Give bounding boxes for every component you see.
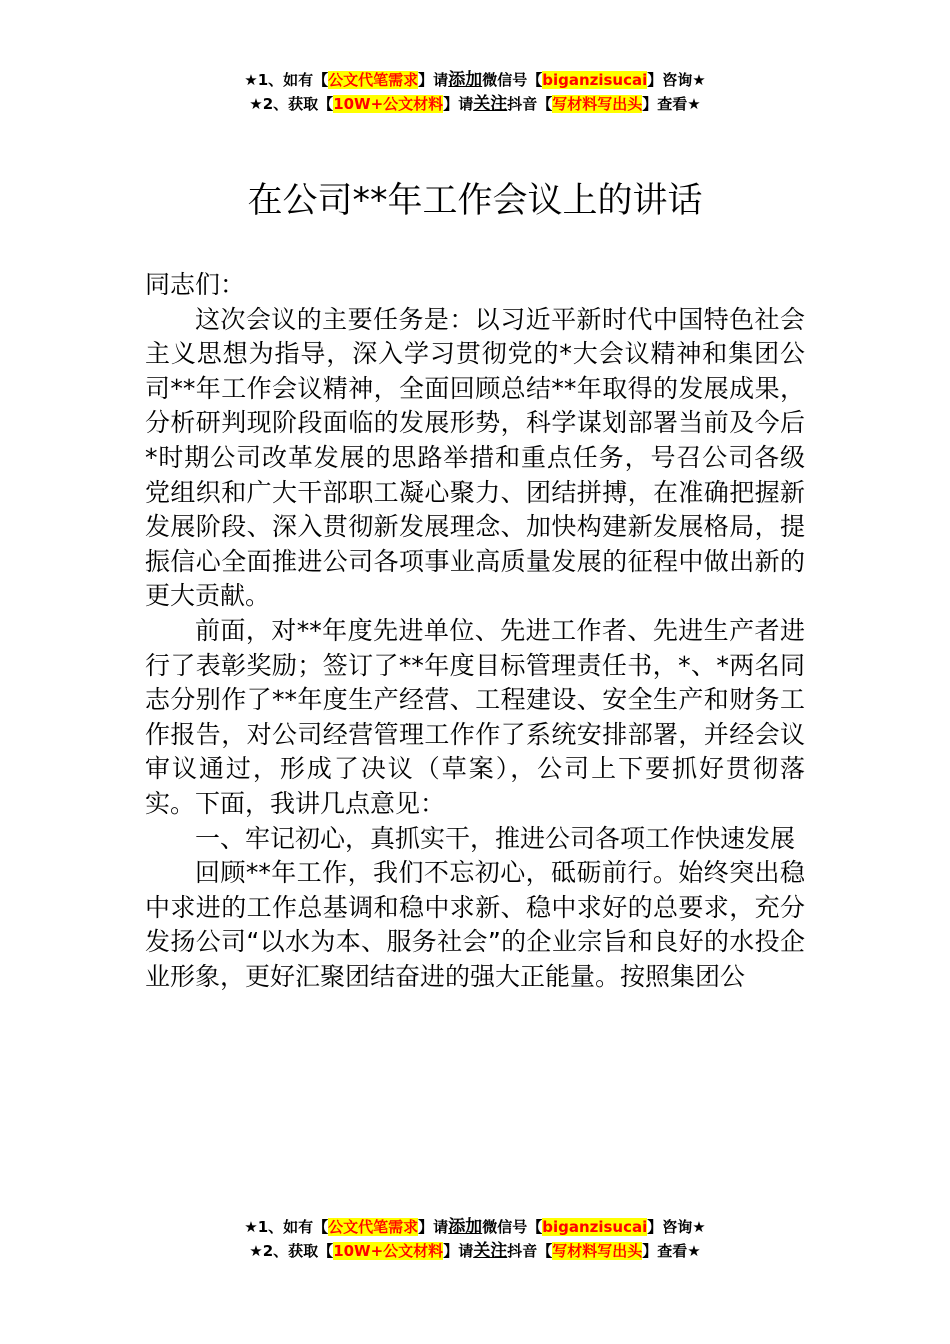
greeting: 同志们： (145, 270, 246, 299)
document-body (145, 268, 805, 994)
paragraph: 前面，对**年度先进单位、先进工作者、先进生产者进行了表彰奖励；签订了**年度目标管理责任书，*、*两名同志分别作了**年度生产经营、工程建设、安全生产和财务工作报告，对公司经营管理工作作了系统安排部署，并经会议审议通过，形成了决议（草案），公司上下要抓好贯彻落实。下面，我讲几点意见： (145, 615, 805, 818)
bottom-banner (0, 1215, 950, 1263)
banner-text: 】请 (418, 1218, 449, 1236)
banner-highlight: 10W+公文材料 (333, 95, 444, 113)
banner-text: 微信号【 (482, 1218, 543, 1236)
banner-text: ★1、如有【 (244, 1218, 329, 1236)
banner-text: 】咨询★ (647, 71, 706, 89)
banner-emphasis: 添加 (448, 1217, 483, 1237)
banner-line-2 (0, 1239, 950, 1263)
banner-highlight: 公文代笔需求 (328, 71, 419, 89)
banner-text: 微信号【 (482, 71, 543, 89)
banner-line-1 (0, 68, 950, 92)
banner-highlight: 写材料写出头 (552, 95, 643, 113)
banner-text: ★2、获取【 (249, 95, 334, 113)
banner-emphasis: 关注 (473, 94, 508, 114)
section-heading: 一、牢记初心，真抓实干，推进公司各项工作快速发展 (195, 823, 796, 853)
banner-emphasis: 添加 (448, 70, 483, 90)
banner-text: 抖音【 (507, 1242, 553, 1260)
banner-text: 】查看★ (642, 95, 701, 113)
banner-text: 】请 (443, 95, 474, 113)
banner-text: 】咨询★ (647, 1218, 706, 1236)
top-banner (0, 68, 950, 116)
banner-highlight: biganzisucai (542, 71, 648, 89)
banner-text: 】请 (443, 1242, 474, 1260)
banner-highlight: 10W+公文材料 (333, 1242, 444, 1260)
banner-emphasis: 关注 (473, 1241, 508, 1261)
banner-highlight: biganzisucai (542, 1218, 648, 1236)
paragraph: 这次会议的主要任务是：以习近平新时代中国特色社会主义思想为指导，深入学习贯彻党的*大会议精神和集团公司**年工作会议精神，全面回顾总结**年取得的发展成果，分析研判现阶段面临的发展形势，科学谋划部署当前及今后*时期公司改革发展的思路举措和重点任务，号召公司各级党组织和广大干部职工凝心聚力、团结拼搏，在准确把握新发展阶段、深入贯彻新发展理念、加快构建新发展格局，提振信心全面推进公司各项事业高质量发展的征程中做出新的更大贡献。 (145, 304, 805, 611)
banner-text: ★2、获取【 (249, 1242, 334, 1260)
paragraph: 回顾**年工作，我们不忘初心，砥砺前行。始终突出稳中求进的工作总基调和稳中求新、稳中求好的总要求，充分发扬公司“以水为本、服务社会”的企业宗旨和良好的水投企业形象，更好汇聚团结奋进的强大正能量。按照集团公 (145, 858, 805, 991)
banner-text: 抖音【 (507, 95, 553, 113)
banner-line-2 (0, 92, 950, 116)
banner-text: ★1、如有【 (244, 71, 329, 89)
banner-line-1 (0, 1215, 950, 1239)
banner-highlight: 写材料写出头 (552, 1242, 643, 1260)
document-title: 在公司**年工作会议上的讲话 (247, 181, 703, 221)
banner-text: 】请 (418, 71, 449, 89)
banner-highlight: 公文代笔需求 (328, 1218, 419, 1236)
banner-text: 】查看★ (642, 1242, 701, 1260)
